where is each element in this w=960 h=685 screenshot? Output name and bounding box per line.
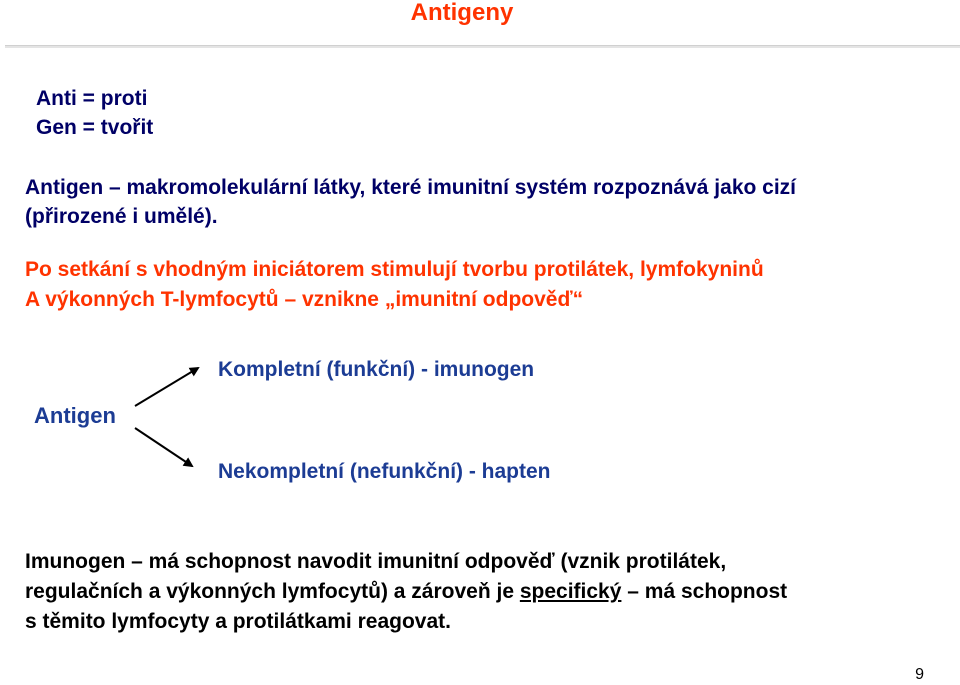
imunogen-line-3: s těmito lymfocyty a protilátkami reagovat.	[25, 610, 451, 633]
imunogen-definition	[25, 547, 787, 637]
definition-line-1: Antigen – makromolekulární látky, které imunitní systém rozpoznává jako cizí	[25, 176, 797, 199]
intro-line-1: Po setkání s vhodným iniciátorem stimulují tvorbu protilátek, lymfokyninů	[25, 258, 764, 281]
imunogen-line-2-end: – má schopnost	[621, 580, 788, 603]
etymology-gen: Gen = tvořit	[36, 116, 154, 139]
imunogen-line-1: Imunogen – má schopnost navodit imunitní odpověď (vznik protilátek,	[25, 550, 727, 573]
slide-title: Antigeny	[410, 0, 514, 26]
specific-term: specifický	[519, 580, 622, 603]
diagram-incomplete-hapten: Nekompletní (nefunkční) - hapten	[218, 460, 551, 483]
definition-line-2: (přirozené i umělé).	[25, 205, 218, 228]
arrow-to-complete	[135, 368, 198, 406]
imunogen-line-2	[25, 577, 787, 607]
arrow-to-incomplete	[135, 428, 192, 466]
diagram-source-antigen: Antigen	[34, 403, 116, 428]
intro-line-2: A výkonných T-lymfocytů – vznikne „imunitní odpověď“	[25, 288, 584, 311]
page-number: 9	[915, 666, 924, 683]
imunogen-line-2-start: regulačních a výkonných lymfocytů) a zároveň je	[25, 580, 520, 603]
diagram-complete-imunogen: Kompletní (funkční) - imunogen	[218, 358, 535, 381]
etymology-anti: Anti = proti	[36, 87, 148, 110]
